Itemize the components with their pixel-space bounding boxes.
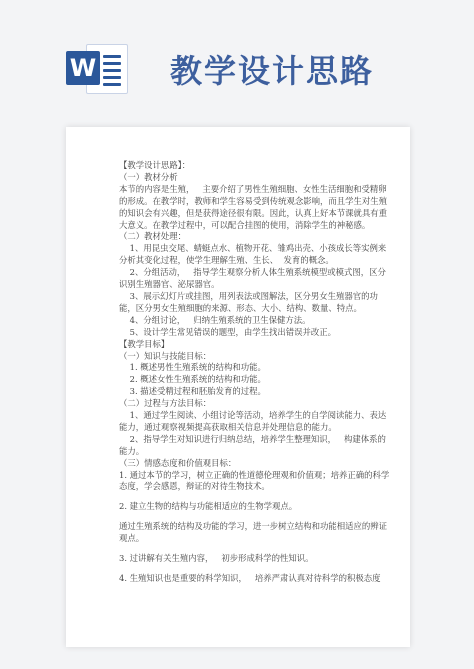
subsection-heading: （一）教材分析 bbox=[119, 171, 178, 182]
list-item: 1. 通过本节的学习，树立正确的性道德伦理观和价值观；培养正确的科学态度，学会感恩，辩证的对待生物技术。 bbox=[119, 469, 390, 492]
list-item: 4、分组讨论， 归纳生殖系统的卫生保健方法。 bbox=[119, 314, 311, 325]
subsection-heading: （一）知识与技能目标： bbox=[119, 350, 212, 361]
list-item: 2、指导学生对知识进行归纳总结，培养学生整理知识， 构建体系的能力。 bbox=[119, 433, 386, 456]
section-heading: 【教学设计思路】： bbox=[119, 160, 191, 170]
list-item: 1. 概述男性生殖系统的结构和功能。 bbox=[119, 362, 266, 373]
document-body bbox=[119, 160, 391, 585]
list-item: 3. 过讲解有关生殖内容， 初步形成科学的性知识。 bbox=[119, 553, 314, 564]
list-item: 3、展示幻灯片或挂图，用列表法或图解法，区分男女生殖器官的功能，区分男女生殖细胞的来源、形态、大小、结构、数量、特点。 bbox=[119, 290, 378, 313]
list-item: 1、用昆虫交尾、蜻蜓点水、植物开花、雏鸡出壳、小孩成长等实例来分析其变化过程，使学生理解生殖、生长、 发育的概念。 bbox=[119, 243, 387, 266]
list-item: 4. 生殖知识也是重要的科学知识， 培养严肃认真对待科学的积极态度 bbox=[119, 573, 381, 583]
document-page bbox=[66, 127, 410, 647]
list-item: 1、通过学生阅读、小组讨论等活动，培养学生的自学阅读能力、表达能力，通过观察视频提高获取相关信息并处理信息的能力。 bbox=[119, 410, 387, 432]
page-title: 教学设计思路 bbox=[170, 52, 375, 90]
paragraph: 本节的内容是生殖， 主要介绍了男性生殖细胞、女性生活细胞和受精卵的形成。在教学时，教师和学生容易受到传统观念影响，而且学生对生殖的知识会有兴趣，但是获得途径很有限。因此，认真上好本节课就具有重大意义。在教学过程中，可以配合挂图的使用，消除学生的神秘感。 bbox=[119, 183, 387, 230]
subsection-heading: （二）教材处理： bbox=[119, 231, 186, 242]
list-item: 2. 建立生物的结构与功能相适应的生物学观点。 bbox=[119, 501, 298, 512]
word-icon bbox=[66, 40, 128, 94]
section-heading: 【教学目标】 bbox=[119, 338, 170, 349]
list-item: 5、设计学生常见错误的题型，由学生找出错误并改正。 bbox=[119, 326, 336, 337]
paragraph: 通过生殖系统的结构及功能的学习，进一步树立结构和功能相适应的辨证观点。 bbox=[119, 521, 387, 544]
subsection-heading: （二）过程与方法目标： bbox=[119, 398, 212, 409]
list-item: 2、分组活动， 指导学生观察分析人体生殖系统模型或模式图，区分识别生殖器官、泌尿器官。 bbox=[119, 267, 386, 290]
word-badge: W bbox=[66, 51, 100, 85]
list-item: 3. 描述受精过程和胚胎发育的过程。 bbox=[119, 386, 266, 397]
subsection-heading: （三）情感态度和价值观目标： bbox=[119, 457, 237, 468]
list-item: 2. 概述女性生殖系统的结构和功能。 bbox=[119, 374, 266, 385]
